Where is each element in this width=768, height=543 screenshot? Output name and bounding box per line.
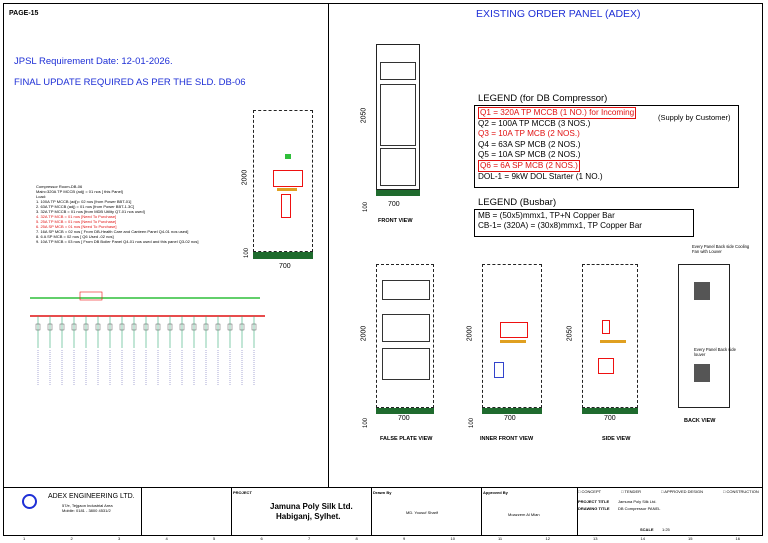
back-note-top: Every Panel Back side Cooling Fan with Louver bbox=[692, 244, 750, 254]
legend-compressor-title: LEGEND (for DB Compressor) bbox=[478, 93, 608, 104]
company-address-1: 57/e, Tejgaon Industrial Area bbox=[62, 503, 113, 508]
company-address-2: Mobile: 0181 - 3800 4531/2 bbox=[62, 508, 111, 513]
side-view-bus bbox=[600, 340, 626, 343]
company-logo bbox=[22, 494, 37, 509]
false-plate-top bbox=[382, 280, 430, 300]
false-plate-mid bbox=[382, 314, 430, 342]
front-view-width: 700 bbox=[388, 201, 400, 208]
notes-title: Compressor Room-DB-06 bbox=[36, 184, 83, 189]
legend-item: Q1 = 320A TP MCCB (1 NO.) for Incoming bbox=[478, 107, 636, 119]
false-plate-base-dim: 100 bbox=[363, 417, 370, 429]
busbar-item: CB-1= (320A) = (30x8)mmx1, TP Copper Bar bbox=[478, 221, 642, 231]
legend-supply-note: (Supply by Customer) bbox=[658, 113, 731, 122]
status-item: □ APPROVED DESIGN bbox=[661, 489, 703, 494]
sld-incomer-box bbox=[80, 292, 102, 300]
left-panel-base-dim: 100 bbox=[244, 247, 251, 259]
back-view-louver bbox=[694, 364, 710, 382]
grid-number: 9 bbox=[403, 536, 406, 541]
grid-number: 3 bbox=[118, 536, 121, 541]
drawing-title-value: DB Compressor PANEL bbox=[618, 506, 661, 511]
left-panel-height: 2000 bbox=[241, 169, 249, 186]
scale-label: SCALE bbox=[640, 527, 654, 532]
notes-main: Main=320A TP MCCB (adj) = 01 nos [ this Panel] bbox=[36, 189, 123, 194]
grid-number: 16 bbox=[735, 536, 740, 541]
center-divider bbox=[328, 3, 329, 487]
side-view bbox=[568, 262, 648, 448]
grid-number: 5 bbox=[213, 536, 216, 541]
grid-number: 6 bbox=[260, 536, 263, 541]
false-plate-low bbox=[382, 348, 430, 380]
false-plate-width: 700 bbox=[398, 415, 410, 422]
side-view-label: SIDE VIEW bbox=[602, 436, 631, 442]
side-view-base bbox=[582, 408, 638, 414]
status-item: □ CONCEPT bbox=[578, 489, 602, 494]
front-view-base-dim: 100 bbox=[363, 201, 370, 213]
tb-rev-cell bbox=[142, 488, 232, 536]
back-note-mid: Every Panel Back side louver bbox=[694, 347, 736, 357]
project-label: PROJECT bbox=[233, 490, 252, 495]
front-view-lower bbox=[380, 148, 416, 186]
legend-busbar-items bbox=[478, 211, 690, 231]
company-name: ADEX ENGINEERING LTD. bbox=[48, 493, 135, 500]
inner-front-breakers bbox=[500, 322, 528, 338]
inner-front-bus bbox=[500, 340, 526, 343]
inner-front-width: 700 bbox=[504, 415, 516, 422]
grid-number: 1 bbox=[23, 536, 26, 541]
legend-busbar-title: LEGEND (Busbar) bbox=[478, 197, 557, 208]
false-plate-height: 2000 bbox=[360, 325, 368, 342]
project-title-value: Jamuna Poly Silk Ltd. bbox=[618, 499, 657, 504]
grid-numbers bbox=[3, 536, 763, 542]
notes-item: 4. 32A TP MCB = 01 nos [Need To Purchase] bbox=[36, 214, 117, 219]
notes-item: 3. 32A TP MCCB = 01 nos [from MDB Utility Q7-01 nos used] bbox=[36, 209, 145, 214]
legend-item: Q6 = 6A SP MCB (2 NOS.) bbox=[478, 160, 580, 172]
notes-item: 5. 25A TP MCB = 01 nos [Need To Purchase] bbox=[36, 219, 117, 224]
drawn-name: MD. Yousuf Sharif bbox=[406, 510, 439, 515]
grid-number: 10 bbox=[450, 536, 455, 541]
drawn-label: Drawn By bbox=[373, 490, 392, 495]
side-view-width: 700 bbox=[604, 415, 616, 422]
side-view-lower-part bbox=[598, 358, 614, 374]
status-item: □ CONSTRUCTION bbox=[722, 489, 759, 494]
grid-number: 2 bbox=[70, 536, 73, 541]
notes-items bbox=[36, 199, 199, 244]
side-view-body bbox=[582, 264, 638, 408]
compressor-notes bbox=[36, 184, 199, 244]
status-row bbox=[578, 489, 759, 494]
notes-item: 2. 63A TP MCCB (adj) = 01 nos [from Power BBT-1.3C] bbox=[36, 204, 135, 209]
requirement-update: FINAL UPDATE REQUIRED AS PER THE SLD. DB-06 bbox=[14, 77, 246, 88]
left-panel-breakers bbox=[273, 170, 303, 187]
drawing-title-label: DRAWING TITLE bbox=[578, 506, 610, 511]
left-panel-drawing bbox=[241, 110, 321, 280]
notes-item: 6. 25A SP MCB = 01 nos [Need To Purchase] bbox=[36, 224, 117, 229]
inner-front-label: INNER FRONT VIEW bbox=[480, 436, 534, 442]
grid-number: 7 bbox=[308, 536, 311, 541]
requirement-date: JPSL Requirement Date: 12-01-2026. bbox=[14, 56, 173, 67]
front-view-base bbox=[376, 190, 420, 196]
notes-load: Load: bbox=[36, 194, 47, 199]
inner-front-component bbox=[494, 362, 504, 378]
left-panel-base bbox=[253, 252, 313, 259]
grid-number: 15 bbox=[688, 536, 693, 541]
grid-number: 8 bbox=[355, 536, 358, 541]
front-view-meter bbox=[380, 62, 416, 80]
legend-item: Q4 = 63A SP MCB (2 NOS.) bbox=[478, 139, 581, 149]
left-panel-mccb bbox=[281, 194, 291, 218]
inner-front-height: 2000 bbox=[466, 325, 474, 342]
grid-number: 11 bbox=[498, 536, 503, 541]
page-number: PAGE-15 bbox=[9, 10, 39, 17]
back-view-label: BACK VIEW bbox=[684, 418, 716, 424]
approved-name: Moazzem Al Mian bbox=[508, 512, 540, 517]
approved-label: Approved By bbox=[483, 490, 508, 495]
false-plate-base bbox=[376, 408, 434, 414]
back-view-fan bbox=[694, 282, 710, 300]
inner-front-base bbox=[482, 408, 542, 414]
grid-number: 4 bbox=[165, 536, 168, 541]
notes-item: 9. 10A TP MCB = 03 nos [ From DB Boiler Panel Q4-01 nos used and this panel Q3-02 nos] bbox=[36, 239, 199, 244]
front-view-door bbox=[380, 84, 416, 146]
page-title: EXISTING ORDER PANEL (ADEX) bbox=[476, 8, 641, 20]
legend-item: Q3 = 10A TP MCB (2 NOS.) bbox=[478, 129, 580, 139]
left-panel-green-tag bbox=[285, 154, 291, 159]
front-view-height: 2050 bbox=[360, 107, 368, 124]
project-title-label: PROJECT TITLE bbox=[578, 499, 610, 504]
front-view-label: FRONT VIEW bbox=[378, 218, 413, 224]
left-panel-width: 700 bbox=[279, 263, 291, 270]
grid-number: 14 bbox=[640, 536, 645, 541]
project-location: Habiganj, Sylhet. bbox=[276, 512, 341, 521]
false-plate-view bbox=[360, 262, 444, 448]
legend-busbar-box bbox=[474, 209, 694, 237]
legend-item: Q2 = 100A TP MCCB (3 NOS.) bbox=[478, 119, 591, 129]
notes-item: 7. 16A SP MCB = 02 nos [ From DB-Health Care and Canteen Panel Q4-01 nos used] bbox=[36, 229, 189, 234]
legend-item: DOL-1 = 9kW DOL Starter (1 NO.) bbox=[478, 172, 603, 182]
scale-value: 1:25 bbox=[662, 527, 670, 532]
front-view bbox=[360, 44, 434, 230]
grid-number: 13 bbox=[593, 536, 598, 541]
single-line-diagram bbox=[20, 286, 270, 396]
status-item: □ TENDER bbox=[621, 489, 641, 494]
legend-item: Q5 = 10A SP MCB (2 NOS.) bbox=[478, 149, 581, 159]
grid-number: 12 bbox=[545, 536, 550, 541]
side-view-height: 2050 bbox=[566, 325, 574, 342]
inner-front-base-dim: 100 bbox=[469, 417, 476, 429]
inner-front-view bbox=[466, 262, 550, 448]
busbar-item: MB = (50x5)mmx1, TP+N Copper Bar bbox=[478, 211, 615, 220]
notes-item: 8. 6 A SP MCB = 02 nos [ Q6 Used -02 nos] bbox=[36, 234, 114, 239]
left-panel-bus bbox=[277, 188, 297, 191]
project-name: Jamuna Poly Silk Ltd. bbox=[270, 502, 353, 511]
false-plate-label: FALSE PLATE VIEW bbox=[380, 436, 433, 442]
notes-item: 1. 100A TP MCCB (adj)= 02 nos [from Power BBT-01] bbox=[36, 199, 132, 204]
side-view-red-part bbox=[602, 320, 610, 334]
